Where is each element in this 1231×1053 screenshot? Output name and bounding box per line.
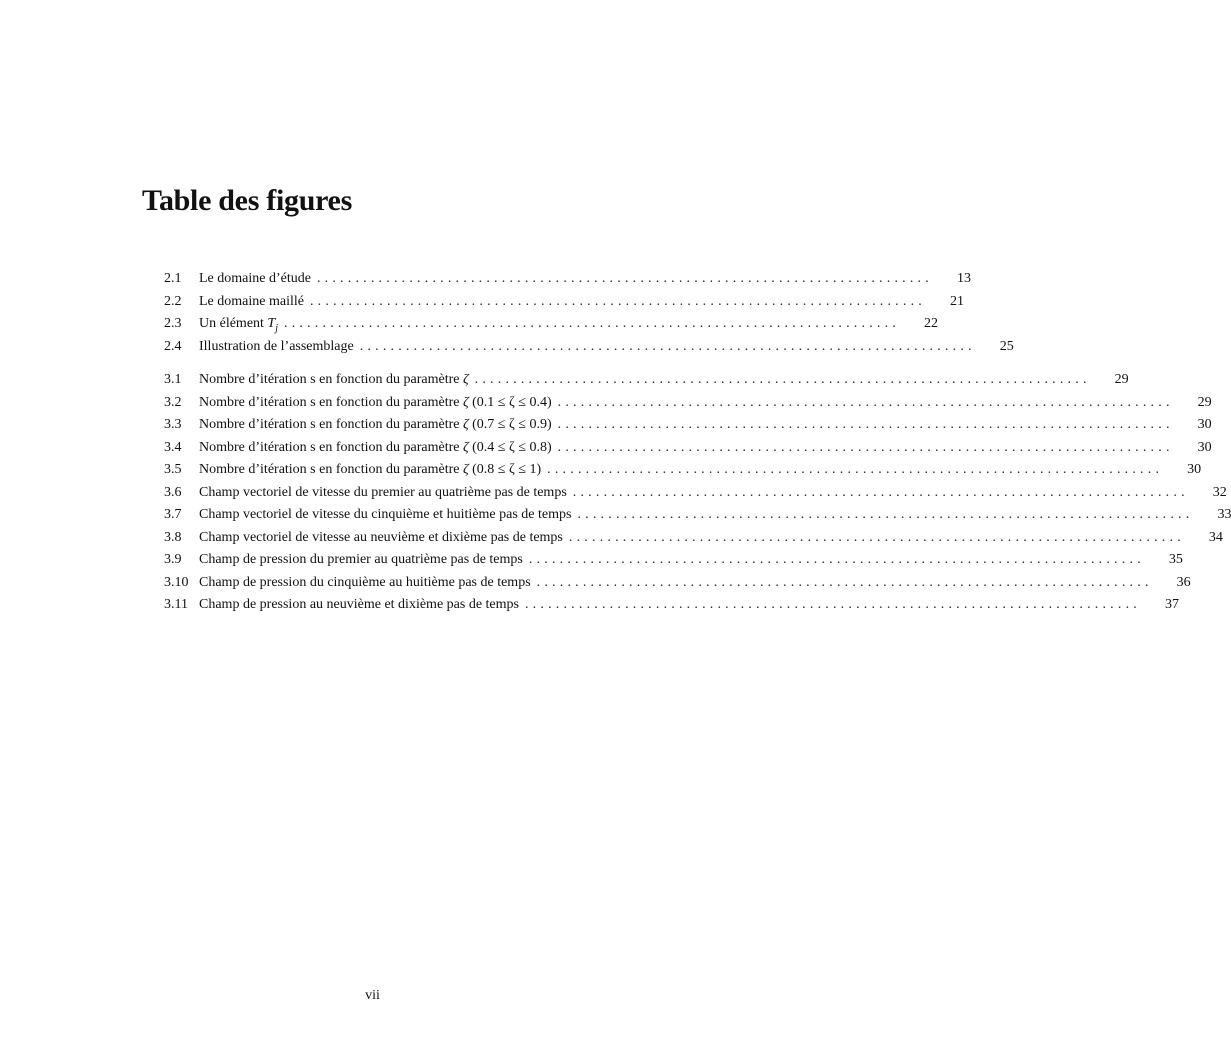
toc-dot-leader: ................................................................................ [524,597,1141,612]
toc-entry-number: 3.11 [164,597,188,612]
toc-entry[interactable] [164,392,1212,415]
toc-entry-title [199,549,523,572]
toc-entry-page-number: 33 [1217,507,1231,522]
toc-entry[interactable] [164,291,964,314]
toc-dot-leader: ................................................................................ [557,394,1174,410]
toc-entry-page-number: 30 [1187,462,1202,477]
toc-entry-page-number: 32 [1212,484,1227,500]
toc-entry-title [199,268,311,291]
toc-dot-leader: ................................................................................ [572,484,1189,500]
toc-entry-math-symbol [267,316,278,334]
toc-entry-math-base: ζ [462,394,469,410]
toc-entry-math-symbol [463,440,469,455]
toc-entry-math-base: ζ [462,462,469,477]
toc-entry-number: 3.3 [164,417,182,432]
toc-entry-title-text: Champ vectoriel de vitesse au neuvième et dixième pas de temps [199,529,563,545]
toc-entry-title [199,527,563,550]
toc-entry-title-text: Nombre d’itération s en fonction du paramètre [199,394,460,410]
toc-entry-page-number: 25 [999,338,1014,354]
toc-entry-title [199,594,519,617]
toc-entry-page-number: 36 [1176,574,1191,590]
toc-entry-math-symbol [463,417,469,432]
toc-entry[interactable] [164,268,971,291]
toc-entry[interactable] [164,336,1014,359]
toc-entry-math-base: ζ [462,417,469,432]
toc-entry-number: 3.6 [164,484,182,500]
toc-group [164,268,1014,358]
toc-entry-page-number: 29 [1197,394,1212,410]
toc-entry-math-symbol [463,462,469,477]
toc-entry-title [199,437,552,460]
toc-entry-title-text: Champ vectoriel de vitesse du cinquième et huitième pas de temps [199,507,572,522]
toc-entry-title [199,336,354,359]
toc-dot-leader: ................................................................................ [284,316,900,331]
toc-entry-title-suffix: (0.8 ≤ ζ ≤ 1) [472,462,542,477]
toc-entry[interactable] [164,527,1223,550]
toc-dot-leader: ................................................................................ [528,552,1145,567]
toc-dot-leader: ................................................................................ [557,417,1174,432]
toc-dot-leader: ................................................................................ [474,372,1091,387]
toc-entry-math-symbol [463,372,469,387]
toc-entry-title-text: Un élément [199,316,264,331]
toc-entry[interactable] [164,369,1129,392]
toc-entry-title-suffix: (0.4 ≤ ζ ≤ 0.8) [472,439,552,455]
toc-entry-number: 3.4 [164,439,182,455]
toc-entry[interactable] [164,504,1231,527]
toc-entry-math-symbol [463,395,469,410]
toc-entry[interactable] [164,313,938,336]
toc-entry-title [199,414,552,437]
toc-entry-title-text: Nombre d’itération s en fonction du paramètre [199,372,460,387]
toc-entry-page-number: 29 [1114,372,1129,387]
toc-entry-page-number: 35 [1168,552,1183,567]
toc-entry-page-number: 30 [1197,417,1212,432]
toc-entry-title-suffix: (0.1 ≤ ζ ≤ 0.4) [472,394,552,410]
toc-entry-title-text: Champ de pression au neuvième et dixième pas de temps [199,597,519,612]
page-title: Table des figures [142,184,352,217]
toc-dot-leader: ................................................................................ [309,293,926,309]
toc-entry-title-text: Le domaine maillé [199,293,304,309]
toc-dot-leader: ................................................................................ [568,529,1185,545]
toc-entry-number: 2.4 [164,338,182,354]
toc-entry-title [199,392,552,415]
toc-entry-title [199,459,541,482]
toc-dot-leader: ................................................................................ [577,507,1194,522]
toc-entry-title [199,504,571,527]
toc-entry-page-number: 34 [1208,529,1223,545]
toc-entry-title [199,291,304,314]
toc-entry-page-number: 21 [949,293,964,309]
toc-entry-page-number: 22 [924,316,938,331]
toc-entry-page-number: 37 [1164,597,1179,612]
toc-entry[interactable] [164,414,1212,437]
toc-entry-title-text: Le domaine d’étude [199,271,311,286]
toc-entry-page-number: 30 [1197,439,1212,455]
toc-dot-leader: ................................................................................ [359,338,976,354]
toc-entry-title-text: Nombre d’itération s en fonction du paramètre [199,439,460,455]
toc-entry[interactable] [164,572,1191,595]
toc-dot-leader: ................................................................................ [316,271,933,286]
toc-dot-leader: ................................................................................ [557,439,1174,455]
toc-entry-title-text: Nombre d’itération s en fonction du paramètre [199,417,460,432]
toc-entry-page-number: 13 [956,271,971,286]
toc-dot-leader: ................................................................................ [547,462,1164,477]
toc-entry-title [199,482,567,505]
toc-entry[interactable] [164,437,1212,460]
toc-entry-number: 3.2 [164,394,182,410]
page-number: vii [365,988,380,1003]
toc-entry-title [199,572,531,595]
toc-entry-math-base: ζ [462,372,469,387]
toc-entry-title-text: Champ vectoriel de vitesse du premier au quatrième pas de temps [199,484,567,500]
toc-entry-math-base: ζ [462,439,469,455]
toc-entry[interactable] [164,549,1183,572]
toc-entry-math-base: T [267,316,276,331]
toc-entry-number: 2.2 [164,293,182,309]
toc-entry-title-text: Illustration de l’assemblage [199,338,354,354]
toc-entry-title [199,313,278,336]
toc-entry[interactable] [164,594,1179,617]
toc-entry-title-text: Nombre d’itération s en fonction du paramètre [199,462,460,477]
toc-entry-title-text: Champ de pression du premier au quatrième pas de temps [199,552,523,567]
toc-entry-title-text: Champ de pression du cinquième au huitième pas de temps [199,574,531,590]
toc-dot-leader: ................................................................................ [536,574,1153,590]
toc-entry-number: 3.10 [164,574,189,590]
toc-entry[interactable] [164,482,1227,505]
toc-entry-title-suffix: (0.7 ≤ ζ ≤ 0.9) [472,417,552,432]
toc-entry-math-subscript: j [275,322,278,334]
toc-entry-number: 3.7 [164,507,182,522]
toc-entry-number: 2.3 [164,316,182,331]
toc-entry-number: 2.1 [164,271,182,286]
toc-entry-title [199,369,469,392]
toc-entry[interactable] [164,459,1202,482]
toc-entry-number: 3.9 [164,552,182,567]
list-of-figures [164,268,1231,617]
toc-entry-number: 3.1 [164,372,182,387]
toc-entry-number: 3.8 [164,529,182,545]
toc-group [164,369,1231,617]
toc-entry-number: 3.5 [164,462,182,477]
